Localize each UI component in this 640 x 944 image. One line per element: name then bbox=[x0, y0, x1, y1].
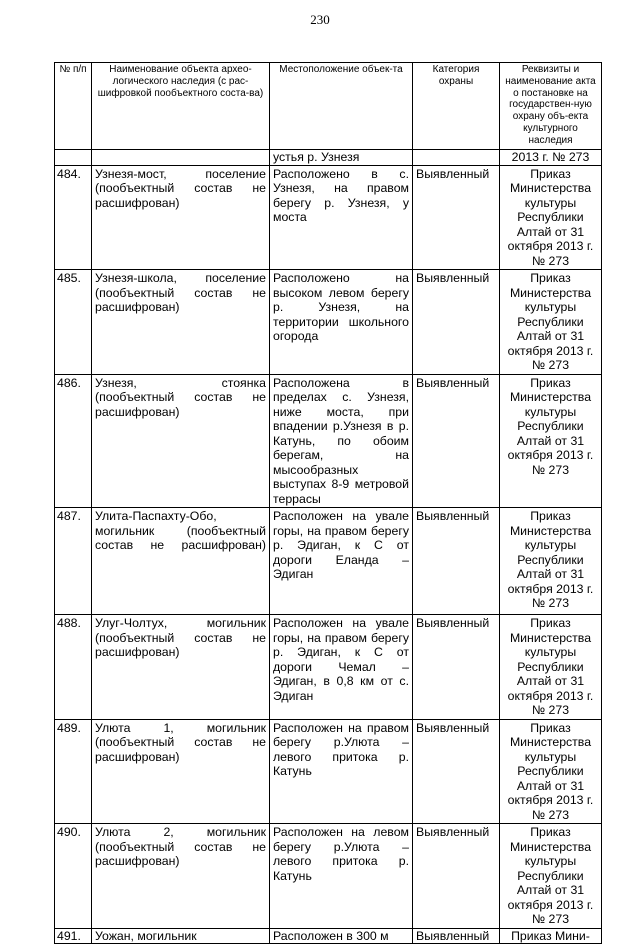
table-row bbox=[55, 270, 602, 375]
act-details: Приказ Министерства культуры Республики Алтай от 31 октября 2013 г. № 273 bbox=[500, 508, 602, 615]
object-location: Расположен на правом берегу р.Улюта – левого притока р. Катунь bbox=[270, 719, 413, 824]
object-name: Улюта 2, могильник (пообъектный состав не расшифрован) bbox=[92, 824, 270, 929]
row-number: 489. bbox=[55, 719, 92, 824]
object-name: Улюта 1, могильник (пообъектный состав не расшифрован) bbox=[92, 719, 270, 824]
header-location: Местоположение объек-та bbox=[270, 63, 413, 150]
object-name: Узнезя, стоянка (пообъектный состав не расшифрован) bbox=[92, 374, 270, 508]
act-details: Приказ Министерства культуры Республики Алтай от 31 октября 2013 г. № 273 bbox=[500, 165, 602, 270]
table-row bbox=[55, 374, 602, 508]
act-details: Приказ Министерства культуры Республики Алтай от 31 октября 2013 г. № 273 bbox=[500, 270, 602, 375]
continuation-row bbox=[55, 150, 602, 166]
object-location: Расположен на увале горы, на правом берегу р. Эдиган, к С от дороги Чемал – Эдиган, в 0,8 км от с. Эдиган bbox=[270, 615, 413, 720]
header-category: Категория охраны bbox=[413, 63, 500, 150]
protection-category: Выявленный bbox=[413, 928, 500, 944]
protection-category: Выявленный bbox=[413, 165, 500, 270]
act-details: Приказ Министерства культуры Республики Алтай от 31 октября 2013 г. № 273 bbox=[500, 615, 602, 720]
protection-category: Выявленный bbox=[413, 374, 500, 508]
protection-category: Выявленный bbox=[413, 508, 500, 615]
header-object-name: Наименование объекта архео-логического наследия (с рас-шифровкой пообъектного соста-ва) bbox=[92, 63, 270, 150]
object-location: Расположено на высоком левом берегу р. Узнезя, на территории школьного огорода bbox=[270, 270, 413, 375]
table-row bbox=[55, 824, 602, 929]
act-details: Приказ Мини- bbox=[500, 928, 602, 944]
object-name: Уожан, могильник bbox=[92, 928, 270, 944]
table-row bbox=[55, 508, 602, 615]
row-number: 490. bbox=[55, 824, 92, 929]
header-number: № п/п bbox=[55, 63, 92, 150]
object-location: Расположено в с. Узнезя, на правом берегу р. Узнезя, у моста bbox=[270, 165, 413, 270]
row-number: 486. bbox=[55, 374, 92, 508]
act-details: Приказ Министерства культуры Республики Алтай от 31 октября 2013 г. № 273 bbox=[500, 719, 602, 824]
table-row bbox=[55, 928, 602, 944]
object-name: Узнезя-школа, поселение (пообъектный состав не расшифрован) bbox=[92, 270, 270, 375]
protection-category: Выявленный bbox=[413, 719, 500, 824]
row-number: 484. bbox=[55, 165, 92, 270]
continuation-location: устья р. Узнезя bbox=[270, 150, 413, 166]
row-number: 488. bbox=[55, 615, 92, 720]
table-row bbox=[55, 165, 602, 270]
row-number: 487. bbox=[55, 508, 92, 615]
table-row bbox=[55, 719, 602, 824]
object-location: Расположен на увале горы, на правом берегу р. Эдиган, к С от дороги Еланда – Эдиган bbox=[270, 508, 413, 615]
protection-category: Выявленный bbox=[413, 270, 500, 375]
heritage-objects-table bbox=[54, 62, 602, 944]
protection-category: Выявленный bbox=[413, 824, 500, 929]
act-details: Приказ Министерства культуры Республики Алтай от 31 октября 2013 г. № 273 bbox=[500, 374, 602, 508]
object-location: Расположена в пределах с. Узнезя, ниже моста, при впадении р.Узнезя в р. Катунь, по обоим берегам, на мысообразных выступах 8-9 метровой террасы bbox=[270, 374, 413, 508]
page-number: 230 bbox=[310, 12, 330, 27]
object-name: Улуг-Чолтух, могильник (пообъектный состав не расшифрован) bbox=[92, 615, 270, 720]
object-location: Расположен в 300 м bbox=[270, 928, 413, 944]
act-details: Приказ Министерства культуры Республики Алтай от 31 октября 2013 г. № 273 bbox=[500, 824, 602, 929]
object-name: Узнезя-мост, поселение (пообъектный состав не расшифрован) bbox=[92, 165, 270, 270]
object-location: Расположен на левом берегу р.Улюта – левого притока р. Катунь bbox=[270, 824, 413, 929]
protection-category: Выявленный bbox=[413, 615, 500, 720]
object-name: Улита-Паспахту-Обо, могильник (пообъектный состав не расшифрован) bbox=[92, 508, 270, 615]
table-row bbox=[55, 615, 602, 720]
header-act: Реквизиты и наименование акта о постановке на государствен-ную охрану объ-екта культурного наследия bbox=[500, 63, 602, 150]
table-header-row bbox=[55, 63, 602, 150]
row-number: 491. bbox=[55, 928, 92, 944]
continuation-act: 2013 г. № 273 bbox=[500, 150, 602, 166]
row-number: 485. bbox=[55, 270, 92, 375]
